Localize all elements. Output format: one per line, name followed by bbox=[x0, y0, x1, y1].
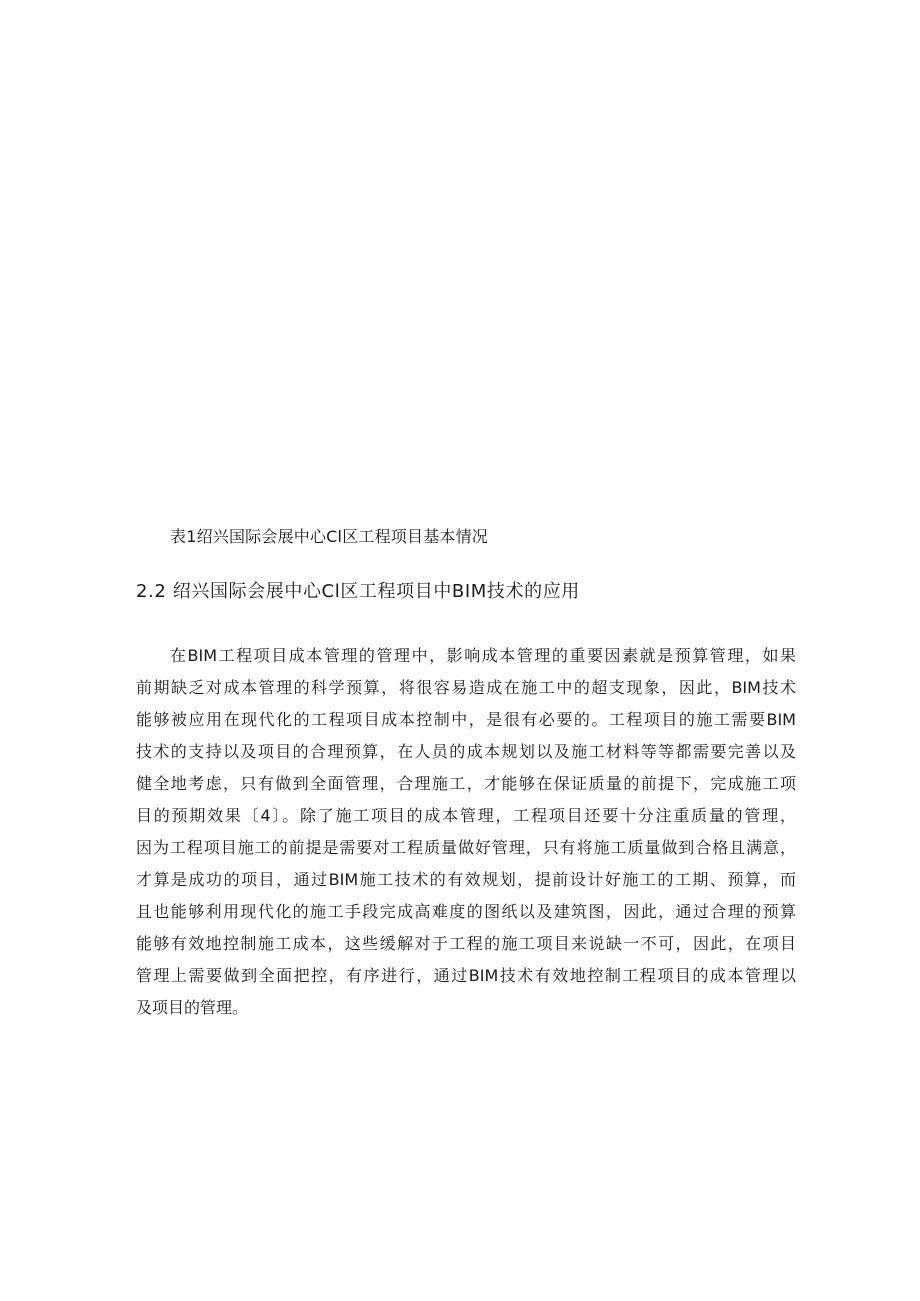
paragraph-line: 管理上需要做到全面把控，有序进行，通过BIM技术有效地控制工程项目的成本管理以 bbox=[136, 966, 796, 985]
body-paragraph bbox=[136, 640, 796, 1024]
table-caption: 表1绍兴国际会展中心Cl区工程项目基本情况 bbox=[170, 527, 488, 546]
section-heading: 2.2 绍兴国际会展中心Cl区工程项目中BIM技术的应用 bbox=[136, 581, 580, 602]
paragraph-line: 能够被应用在现代化的工程项目成本控制中，是很有必要的。工程项目的施工需要BIM bbox=[136, 710, 796, 729]
paragraph-line: 及项目的管理。 bbox=[136, 998, 249, 1017]
paragraph-line: 且也能够利用现代化的施工手段完成高难度的图纸以及建筑图，因此，通过合理的预算 bbox=[136, 902, 796, 921]
paragraph-line: 健全地考虑，只有做到全面管理，合理施工，才能够在保证质量的前提下，完成施工项 bbox=[136, 774, 796, 793]
paragraph-line: 因为工程项目施工的前提是需要对工程质量做好管理，只有将施工质量做到合格且满意， bbox=[136, 838, 796, 857]
paragraph-line: 目的预期效果〔4〕。除了施工项目的成本管理，工程项目还要十分注重质量的管理， bbox=[136, 806, 796, 825]
paragraph-line: 技术的支持以及项目的合理预算，在人员的成本规划以及施工材料等等都需要完善以及 bbox=[136, 742, 796, 761]
paragraph-line: 能够有效地控制施工成本，这些缓解对于工程的施工项目来说缺一不可，因此，在项目 bbox=[136, 934, 796, 953]
paragraph-line: 前期缺乏对成本管理的科学预算，将很容易造成在施工中的超支现象，因此，BIM技术 bbox=[136, 678, 796, 697]
paragraph-line: 才算是成功的项目，通过BIM施工技术的有效规划，提前设计好施工的工期、预算，而 bbox=[136, 870, 796, 889]
paragraph-line: 在BIM工程项目成本管理的管理中，影响成本管理的重要因素就是预算管理，如果 bbox=[170, 646, 796, 665]
